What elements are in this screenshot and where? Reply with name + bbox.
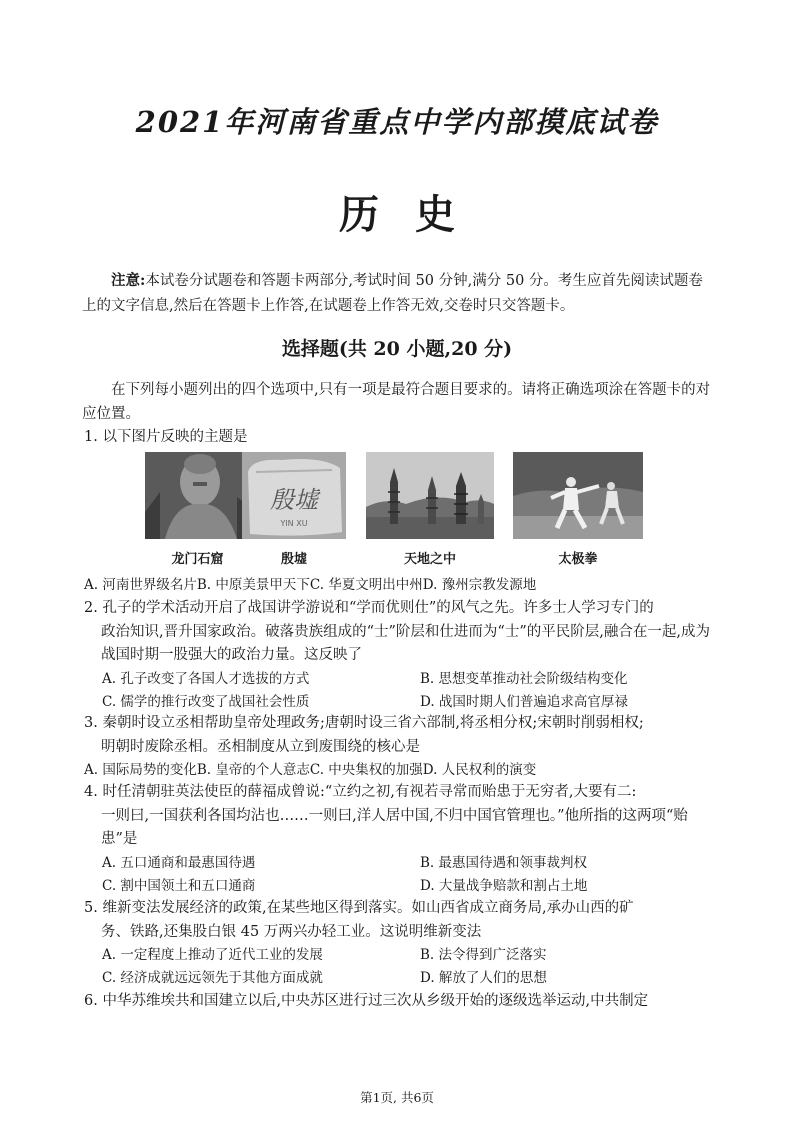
option-d: D. 大量战争赔款和割占土地 (420, 877, 588, 894)
option-c: C. 儒学的推行改变了战国社会性质 (102, 693, 310, 710)
option-a: A. 孔子改变了各国人才选拔的方式 (102, 670, 310, 687)
option-a: A. 一定程度上推动了近代工业的发展 (102, 947, 323, 963)
photo-caption: 龙门石窟 (171, 552, 224, 567)
question-stem: 2. 孔子的学术活动开启了战国讲学游说和“学而优则仕”的风气之先。许多士人学习专门的 (84, 600, 654, 616)
option-a: A. 五口通商和最惠国待遇 (102, 854, 256, 871)
option-c: C. 割中国领土和五口通商 (102, 877, 256, 894)
question-stem: 3. 秦朝时设立丞相帮助皇帝处理政务;唐朝时设三省六部制,将丞相分权;宋朝时削弱相权; (84, 715, 644, 731)
photo-caption: 太极拳 (558, 552, 598, 567)
option-d: D. 战国时期人们普遍追求高官厚禄 (420, 693, 628, 710)
exam-title: 2021年河南省重点中学内部摸底试卷 (135, 105, 659, 139)
option-d: D. 解放了人们的思想 (420, 970, 547, 986)
option-b: B. 中原美景甲天下 (196, 577, 310, 593)
option-a: A. 国际局势的变化 (84, 762, 197, 778)
photo-pagodas (366, 452, 494, 539)
question-6 (84, 990, 720, 1014)
notice-label: 注意: (111, 272, 146, 289)
photo-longmen (145, 452, 250, 539)
photo-yinxu (242, 452, 346, 539)
question-stem: 1. 以下图片反映的主题是 (84, 429, 248, 445)
question-stem: 6. 中华苏维埃共和国建立以后,中央苏区进行过三次从乡级开始的逐级选举运动,中共制定 (84, 993, 649, 1009)
option-b: B. 法令得到广泛落实 (420, 947, 547, 963)
option-d: D. 人民权利的演变 (422, 762, 537, 778)
question-2 (84, 597, 720, 714)
option-a: A. 河南世界级名片 (84, 577, 197, 593)
question-stem-continued: 务、铁路,还集股白银 45 万两兴办轻工业。这说明维新变法 (101, 923, 482, 940)
question-5 (84, 897, 720, 990)
question-3 (84, 712, 720, 782)
section-instructions: 在下列每小题列出的四个选项中,只有一项是最符合题目要求的。请将正确选项涂在答题卡的对应位置。 (82, 382, 711, 422)
photo-caption: 天地之中 (403, 552, 456, 567)
stone-pinyin: YIN XU (280, 519, 308, 528)
photo-taiji (513, 452, 643, 539)
option-b: B. 思想变革推动社会阶级结构变化 (420, 670, 628, 687)
question-stem-continued: 政治知识,晋升国家政治。破落贵族组成的“士”阶层和仕进而为“士”的平民阶层,融合在一起,成为战国时期一股强大的政治力量。这反映了 (101, 623, 710, 663)
option-c: C. 经济成就远远领先于其他方面成就 (102, 970, 323, 986)
photo-caption: 殷墟 (280, 552, 307, 567)
section-title: 选择题(共 20 小题,20 分) (281, 338, 513, 360)
option-b: B. 皇帝的个人意志 (196, 762, 310, 778)
question-1-photos (145, 452, 645, 567)
stone-text: 殷墟 (270, 486, 318, 514)
question-4 (84, 781, 720, 898)
question-1 (84, 426, 720, 450)
option-c: C. 华夏文明出中州 (309, 577, 423, 593)
question-stem-continued: 一则曰,一国获利各国均沾也……一则曰,洋人居中国,不归中国官管理也。”他所指的这两项“贻患”是 (101, 807, 688, 847)
question-stem: 5. 维新变法发展经济的政策,在某些地区得到落实。如山西省成立商务局,承办山西的矿 (84, 900, 634, 916)
option-c: C. 中央集权的加强 (309, 762, 423, 778)
question-1-options (84, 574, 720, 597)
option-d: D. 豫州宗教发源地 (422, 577, 537, 593)
question-stem-continued: 明朝时废除丞相。丞相制度从立到废围绕的核心是 (101, 738, 420, 755)
notice-paragraph (82, 268, 712, 319)
notice-text: 本试卷分试题卷和答题卡两部分,考试时间 50 分钟,满分 50 分。考生应首先阅读试题卷上的文字信息,然后在答题卡上作答,在试题卷上作答无效,交卷时只交答题卡。 (82, 273, 703, 314)
subject-title: 历史 (339, 191, 491, 238)
option-b: B. 最惠国待遇和领事裁判权 (420, 854, 588, 871)
page-footer: 第1页, 共6页 (360, 1090, 434, 1105)
question-stem: 4. 时任清朝驻英法使臣的薛福成曾说:“立约之初,有视若寻常而贻患于无穷者,大要有二: (84, 784, 637, 800)
